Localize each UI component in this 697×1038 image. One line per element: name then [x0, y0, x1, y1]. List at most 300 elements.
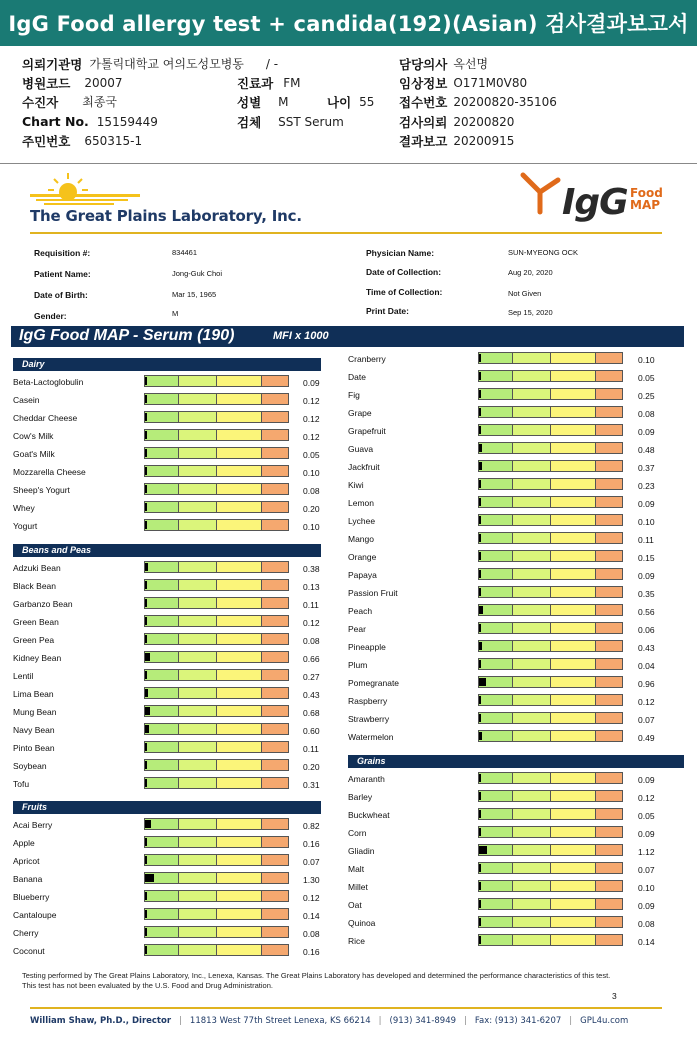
result-row: [13, 685, 321, 703]
scale-zone: [145, 580, 179, 590]
great-plains-sun-logo-icon: [30, 170, 150, 208]
scale-zone: [513, 497, 551, 507]
scale-zone: [551, 659, 596, 669]
scale-zone: [145, 909, 179, 919]
result-value: 0.48: [638, 445, 655, 455]
food-name: Buckwheat: [348, 810, 390, 820]
scale-zone: [262, 652, 288, 662]
result-level-marker: [479, 642, 482, 650]
scale-zone: [179, 927, 217, 937]
scale-zone: [217, 778, 262, 788]
scale-zone: [596, 899, 622, 909]
scale-zone: [145, 616, 179, 626]
result-scale-bar: [144, 579, 289, 591]
result-value: 0.09: [638, 499, 655, 509]
scale-zone: [145, 598, 179, 608]
scale-zone: [179, 580, 217, 590]
food-name: Beta-Lactoglobulin: [13, 377, 84, 387]
food-name: Plum: [348, 660, 368, 670]
result-row: [13, 463, 321, 481]
scale-zone: [479, 713, 513, 723]
clinical-info-value: O171M0V80: [453, 75, 528, 90]
result-scale-bar: [478, 352, 623, 364]
scale-zone: [551, 623, 596, 633]
patient-name-value: Jong-Guk Choi: [172, 269, 223, 278]
result-level-marker: [479, 900, 481, 908]
result-level-marker: [145, 689, 148, 697]
scale-zone: [551, 587, 596, 597]
food-name: Cherry: [13, 928, 39, 938]
scale-zone: [262, 484, 288, 494]
result-scale-bar: [144, 687, 289, 699]
result-row: [13, 757, 321, 775]
sex-label: 성별: [237, 94, 262, 110]
result-row: [13, 409, 321, 427]
result-level-marker: [479, 828, 481, 836]
result-scale-bar: [144, 633, 289, 645]
korean-request-info: [0, 52, 697, 160]
result-row: [348, 770, 684, 788]
result-scale-bar: [478, 604, 623, 616]
result-level-marker: [145, 946, 147, 954]
receipt-value: 20200820-35106: [453, 94, 557, 109]
scale-zone: [262, 562, 288, 572]
scale-zone: [551, 479, 596, 489]
food-name: Jackfruit: [348, 462, 380, 472]
scale-zone: [596, 773, 622, 783]
scale-zone: [479, 479, 513, 489]
scale-zone: [551, 425, 596, 435]
result-level-marker: [145, 449, 147, 457]
scale-zone: [179, 742, 217, 752]
result-level-marker: [145, 671, 147, 679]
result-level-marker: [479, 792, 481, 800]
result-level-marker: [145, 820, 151, 828]
food-name: Black Bean: [13, 581, 56, 591]
request-label: 검사의뢰: [399, 114, 448, 130]
food-name: Lima Bean: [13, 689, 54, 699]
scale-zone: [513, 515, 551, 525]
scale-zone: [217, 430, 262, 440]
food-name: Pomegranate: [348, 678, 400, 688]
scale-zone: [513, 371, 551, 381]
dob-label: Date of Birth:: [34, 290, 88, 300]
report-title: IgG Food allergy test + candida(192)(Asian) 검사결과보고서: [8, 12, 689, 36]
page-number: 3: [612, 991, 617, 1001]
scale-zone: [596, 479, 622, 489]
institution-value: 가톨릭대학교 여의도성모병동: [89, 57, 244, 71]
scale-zone: [217, 760, 262, 770]
scale-zone: [262, 394, 288, 404]
result-row: [348, 602, 684, 620]
scale-zone: [217, 466, 262, 476]
food-name: Kidney Bean: [13, 653, 62, 663]
scale-zone: [479, 773, 513, 783]
scale-zone: [217, 724, 262, 734]
igg-antibody-icon: [518, 170, 564, 216]
patient-value: 최종국: [82, 95, 118, 109]
result-scale-bar: [144, 890, 289, 902]
result-row: [13, 631, 321, 649]
result-scale-bar: [478, 406, 623, 418]
scale-zone: [262, 909, 288, 919]
food-name: Passion Fruit: [348, 588, 398, 598]
scale-zone: [145, 855, 179, 865]
scale-zone: [551, 443, 596, 453]
scale-zone: [596, 407, 622, 417]
result-value: 0.66: [303, 654, 320, 664]
scale-zone: [145, 520, 179, 530]
result-level-marker: [479, 882, 481, 890]
scale-zone: [596, 659, 622, 669]
scale-zone: [262, 724, 288, 734]
result-scale-bar: [478, 532, 623, 544]
scale-zone: [479, 641, 513, 651]
food-name: Date: [348, 372, 366, 382]
scale-zone: [479, 389, 513, 399]
scale-zone: [513, 827, 551, 837]
result-level-marker: [145, 892, 147, 900]
result-scale-bar: [478, 844, 623, 856]
scale-zone: [551, 371, 596, 381]
result-row: [348, 530, 684, 548]
physician-value: SUN-MYEONG OCK: [508, 248, 579, 257]
result-scale-bar: [478, 790, 623, 802]
scale-zone: [217, 484, 262, 494]
footer-director: William Shaw, Ph.D., Director: [30, 1016, 172, 1026]
food-name: Peach: [348, 606, 373, 616]
result-value: 0.12: [303, 618, 320, 628]
food-name: Mango: [348, 534, 374, 544]
scale-zone: [217, 706, 262, 716]
result-row: [348, 422, 684, 440]
food-map-title: IgG Food MAP - Serum (190): [19, 327, 235, 344]
result-value: 0.08: [303, 929, 320, 939]
scale-zone: [479, 659, 513, 669]
food-name: Navy Bean: [13, 725, 55, 735]
food-name: Lemon: [348, 498, 374, 508]
result-value: 0.96: [638, 679, 655, 689]
scale-zone: [479, 863, 513, 873]
result-value: 0.08: [638, 409, 655, 419]
scale-zone: [513, 569, 551, 579]
result-row: [13, 834, 321, 852]
scale-zone: [179, 855, 217, 865]
scale-zone: [596, 497, 622, 507]
scale-zone: [479, 443, 513, 453]
scale-zone: [479, 791, 513, 801]
scale-zone: [479, 899, 513, 909]
doctor-label: 담당의사: [399, 56, 448, 72]
scale-zone: [513, 863, 551, 873]
scale-zone: [513, 695, 551, 705]
result-level-marker: [479, 390, 481, 398]
scale-zone: [179, 562, 217, 572]
result-value: 0.13: [303, 582, 320, 592]
scale-zone: [513, 677, 551, 687]
result-scale-bar: [144, 375, 289, 387]
result-value: 0.11: [303, 744, 319, 754]
result-level-marker: [145, 928, 147, 936]
result-level-marker: [145, 377, 147, 385]
result-row: [348, 368, 684, 386]
result-level-marker: [479, 498, 481, 506]
footnote: Testing performed by The Great Plains Laboratory, Inc., Lenexa, Kansas. The Great Plains Laboratory has developed and determined the performance characteristics of this test. This test has not been evaluated by the U.S. Food and Drug Administration.: [22, 971, 611, 990]
scale-zone: [513, 587, 551, 597]
food-name: Cranberry: [348, 354, 386, 364]
scale-zone: [179, 448, 217, 458]
result-scale-bar: [478, 442, 623, 454]
result-row: [13, 445, 321, 463]
food-name: Cow's Milk: [13, 431, 54, 441]
result-level-marker: [145, 725, 149, 733]
scale-zone: [145, 688, 179, 698]
scale-zone: [217, 448, 262, 458]
result-scale-bar: [144, 597, 289, 609]
result-value: 0.31: [303, 780, 320, 790]
scale-zone: [217, 742, 262, 752]
result-value: 0.25: [638, 391, 655, 401]
result-value: 0.07: [638, 715, 655, 725]
scale-zone: [262, 616, 288, 626]
result-level-marker: [479, 588, 481, 596]
clinical-info-row: [399, 73, 527, 92]
footer-web: GPL4u.com: [580, 1016, 629, 1026]
age-row: [327, 92, 374, 111]
scale-zone: [179, 502, 217, 512]
lab-name: The Great Plains Laboratory, Inc.: [30, 207, 302, 225]
patient-row: [22, 92, 117, 111]
result-scale-bar: [144, 926, 289, 938]
scale-zone: [217, 502, 262, 512]
scale-zone: [479, 695, 513, 705]
scale-zone: [179, 430, 217, 440]
result-scale-bar: [144, 723, 289, 735]
result-row: [13, 649, 321, 667]
result-scale-bar: [144, 393, 289, 405]
scale-zone: [262, 670, 288, 680]
scale-zone: [145, 448, 179, 458]
print-date-value: Sep 15, 2020: [508, 308, 553, 317]
result-row: [13, 888, 321, 906]
result-value: 0.37: [638, 463, 655, 473]
food-name: Apricot: [13, 856, 40, 866]
scale-zone: [262, 760, 288, 770]
scale-zone: [513, 731, 551, 741]
scale-zone: [179, 837, 217, 847]
scale-zone: [217, 670, 262, 680]
result-row: [13, 667, 321, 685]
result-level-marker: [479, 918, 481, 926]
patient-name-label: Patient Name:: [34, 269, 91, 279]
scale-zone: [262, 837, 288, 847]
scale-zone: [262, 706, 288, 716]
scale-zone: [145, 778, 179, 788]
scale-zone: [513, 641, 551, 651]
scale-zone: [596, 791, 622, 801]
scale-zone: [262, 778, 288, 788]
scale-zone: [479, 623, 513, 633]
result-level-marker: [479, 936, 481, 944]
result-level-marker: [479, 606, 483, 614]
result-level-marker: [479, 534, 481, 542]
food-name: Pineapple: [348, 642, 386, 652]
scale-zone: [551, 407, 596, 417]
specimen-value: SST Serum: [278, 114, 344, 129]
result-level-marker: [479, 624, 481, 632]
result-value: 0.09: [638, 775, 655, 785]
result-scale-bar: [478, 496, 623, 508]
result-row: [13, 427, 321, 445]
result-scale-bar: [478, 934, 623, 946]
result-row: [348, 932, 684, 950]
result-value: 0.10: [303, 468, 320, 478]
scale-zone: [145, 562, 179, 572]
scale-zone: [513, 353, 551, 363]
food-name: Mung Bean: [13, 707, 57, 717]
scale-zone: [596, 881, 622, 891]
result-scale-bar: [478, 478, 623, 490]
result-row: [348, 824, 684, 842]
result-level-marker: [145, 431, 147, 439]
result-scale-bar: [478, 916, 623, 928]
result-row: [348, 878, 684, 896]
result-scale-bar: [478, 550, 623, 562]
result-row: [348, 638, 684, 656]
result-row: [13, 391, 321, 409]
food-name: Sheep's Yogurt: [13, 485, 70, 495]
result-level-marker: [479, 774, 481, 782]
food-name: Guava: [348, 444, 374, 454]
scale-zone: [479, 425, 513, 435]
chart-label: Chart No.: [22, 114, 89, 129]
food-name: Pear: [348, 624, 366, 634]
sex-row: [237, 92, 289, 111]
result-value: 0.14: [303, 911, 320, 921]
result-value: 0.07: [303, 857, 320, 867]
scale-zone: [145, 430, 179, 440]
result-row: [13, 852, 321, 870]
scale-zone: [262, 412, 288, 422]
request-value: 20200820: [453, 114, 515, 129]
scale-zone: [145, 670, 179, 680]
result-level-marker: [479, 552, 481, 560]
scale-zone: [262, 502, 288, 512]
result-row: [13, 481, 321, 499]
result-row: [348, 584, 684, 602]
scale-zone: [262, 448, 288, 458]
result-value: 0.12: [638, 793, 655, 803]
scale-zone: [145, 945, 179, 955]
result-level-marker: [479, 810, 481, 818]
result-level-marker: [145, 743, 147, 751]
scale-zone: [513, 623, 551, 633]
scale-zone: [551, 713, 596, 723]
scale-zone: [179, 706, 217, 716]
result-scale-bar: [478, 826, 623, 838]
food-name: Grape: [348, 408, 372, 418]
result-row: [13, 703, 321, 721]
footer-address: 11813 West 77th Street Lenexa, KS 66214: [189, 1016, 371, 1026]
result-scale-bar: [144, 447, 289, 459]
result-level-marker: [479, 678, 486, 686]
result-scale-bar: [478, 694, 623, 706]
scale-zone: [551, 641, 596, 651]
result-scale-bar: [478, 586, 623, 598]
scale-zone: [551, 791, 596, 801]
result-scale-bar: [478, 712, 623, 724]
scale-zone: [513, 881, 551, 891]
result-value: 0.07: [638, 865, 655, 875]
food-name: Strawberry: [348, 714, 390, 724]
scale-zone: [145, 760, 179, 770]
scale-zone: [179, 484, 217, 494]
scale-zone: [179, 652, 217, 662]
scale-zone: [262, 873, 288, 883]
scale-zone: [479, 461, 513, 471]
scale-zone: [145, 484, 179, 494]
food-name: Yogurt: [13, 521, 38, 531]
requisition-value: 834461: [172, 248, 198, 257]
result-row: [348, 914, 684, 932]
scale-zone: [551, 809, 596, 819]
scale-zone: [596, 569, 622, 579]
result-row: [348, 404, 684, 422]
scale-zone: [179, 760, 217, 770]
result-scale-bar: [144, 777, 289, 789]
result-value: 0.09: [638, 901, 655, 911]
scale-zone: [551, 497, 596, 507]
result-level-marker: [479, 714, 481, 722]
result-scale-bar: [478, 460, 623, 472]
requisition-label: Requisition #:: [34, 248, 91, 258]
result-value: 0.10: [638, 517, 655, 527]
scale-zone: [551, 605, 596, 615]
scale-zone: [479, 533, 513, 543]
food-name: Lychee: [348, 516, 376, 526]
food-name: Cheddar Cheese: [13, 413, 78, 423]
scale-zone: [145, 634, 179, 644]
scale-zone: [513, 389, 551, 399]
result-scale-bar: [144, 944, 289, 956]
result-scale-bar: [478, 862, 623, 874]
scale-zone: [513, 425, 551, 435]
scale-zone: [217, 616, 262, 626]
result-scale-bar: [478, 658, 623, 670]
food-name: Fig: [348, 390, 360, 400]
result-value: 1.30: [303, 875, 320, 885]
scale-zone: [513, 461, 551, 471]
food-name: Barley: [348, 792, 373, 802]
result-row: [348, 458, 684, 476]
hospital-code-row: [22, 73, 123, 92]
scale-zone: [551, 731, 596, 741]
scale-zone: [217, 634, 262, 644]
scale-zone: [179, 376, 217, 386]
result-level-marker: [479, 462, 482, 470]
scale-zone: [145, 837, 179, 847]
scale-zone: [513, 791, 551, 801]
scale-zone: [262, 376, 288, 386]
food-name: Coconut: [13, 946, 45, 956]
food-name: Blueberry: [13, 892, 50, 902]
result-value: 0.06: [638, 625, 655, 635]
result-scale-bar: [478, 370, 623, 382]
result-scale-bar: [478, 424, 623, 436]
result-level-marker: [145, 563, 148, 571]
scale-zone: [596, 695, 622, 705]
food-name: Oat: [348, 900, 362, 910]
